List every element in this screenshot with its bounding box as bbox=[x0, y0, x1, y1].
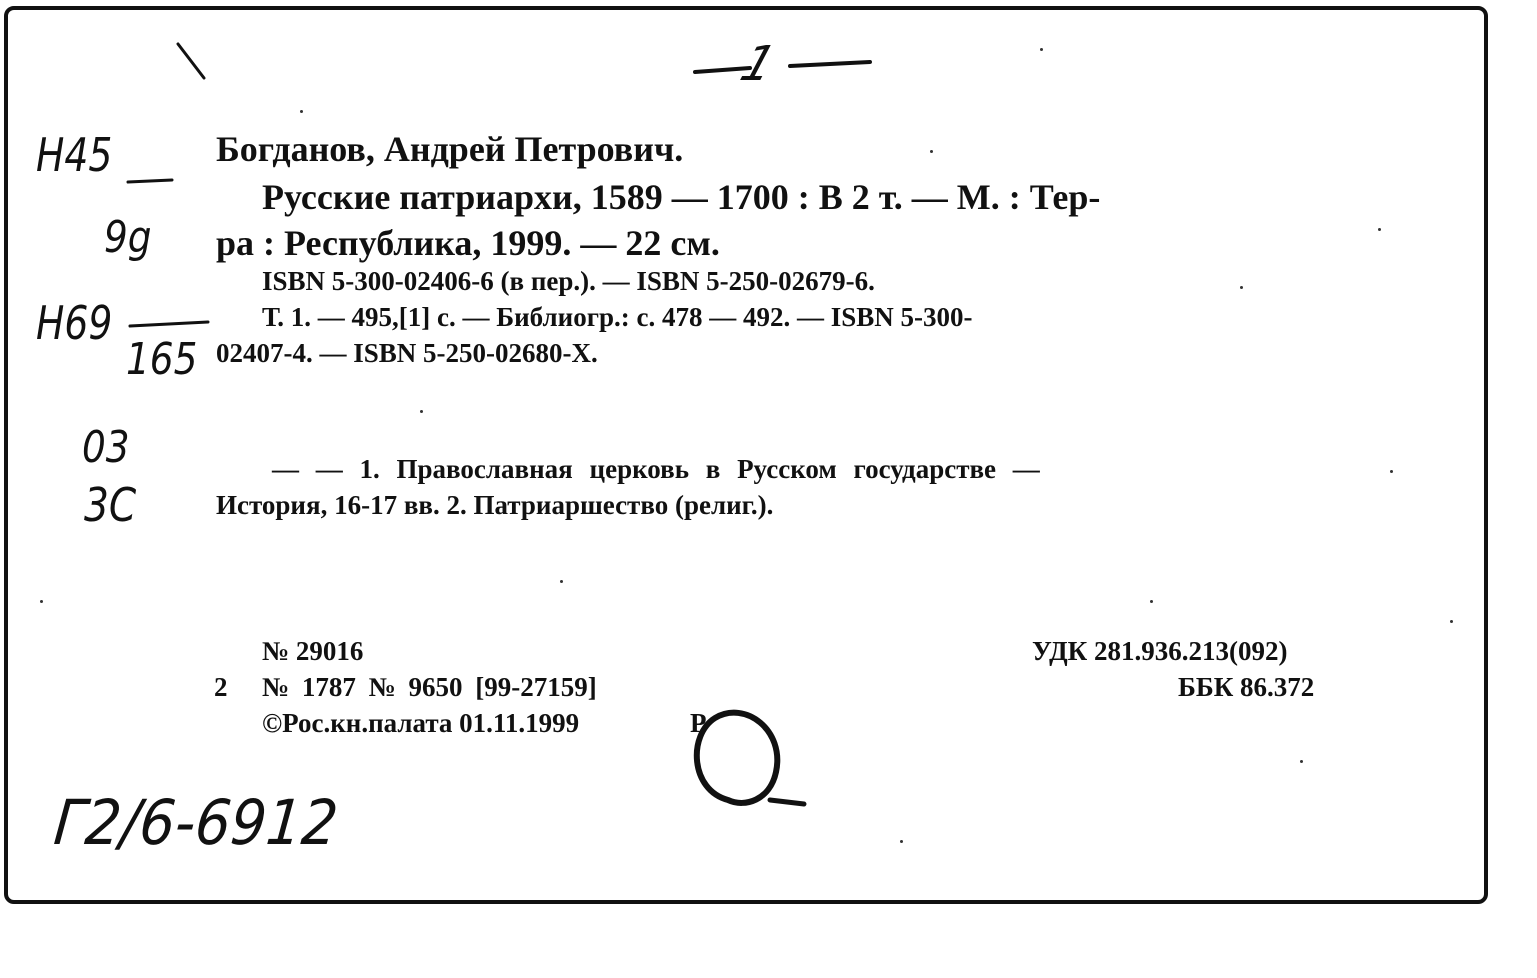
subjects-line-2: История, 16-17 вв. 2. Патриаршество (религ.). bbox=[216, 490, 774, 520]
handwritten-code-5: 03 bbox=[82, 422, 130, 473]
handwritten-code-4: 165 bbox=[126, 334, 198, 385]
handwritten-code-2: 9g bbox=[104, 212, 152, 263]
code1-underline bbox=[128, 180, 172, 182]
stamp-circle bbox=[697, 713, 777, 803]
title-line-2: ра : Республика, 1999. — 22 см. bbox=[216, 223, 720, 263]
subjects-line-1: — — 1. Православная церковь в Русском государстве — bbox=[272, 454, 1040, 484]
scan-speck bbox=[900, 840, 903, 843]
handwritten-code-6: 3С bbox=[84, 478, 137, 532]
handwritten-code-3: Н69 bbox=[36, 296, 113, 350]
scan-speck bbox=[1378, 228, 1381, 231]
scan-speck bbox=[1450, 620, 1453, 623]
handwritten-inventory-number: Г2/6-6912 bbox=[51, 786, 342, 859]
scan-speck bbox=[1300, 760, 1303, 763]
scan-speck bbox=[560, 580, 563, 583]
bbk-index: ББК 86.372 bbox=[1178, 672, 1315, 702]
isbn-line: ISBN 5-300-02406-6 (в пер.). — ISBN 5-250-02679-6. bbox=[262, 266, 875, 296]
scan-speck bbox=[420, 410, 423, 413]
scan-speck bbox=[930, 150, 933, 153]
page-number: 1 bbox=[733, 36, 783, 92]
udk-index: УДК 281.936.213(092) bbox=[1032, 636, 1288, 666]
page-number-right-dash bbox=[790, 62, 870, 66]
volume-line-1: Т. 1. — 495,[1] с. — Библиогр.: с. 478 — 492. — ISBN 5-300- bbox=[262, 302, 973, 332]
scan-speck bbox=[1240, 286, 1243, 289]
scan-speck bbox=[300, 110, 303, 113]
record-number: № 29016 bbox=[262, 636, 364, 666]
scan-speck bbox=[1040, 48, 1043, 51]
title-line-1: Русские патриархи, 1589 — 1700 : В 2 т. — М. : Тер- bbox=[262, 177, 1101, 217]
copies-count: 2 bbox=[214, 672, 228, 702]
registration-numbers: № 1787 № 9650 [99-27159] bbox=[262, 672, 597, 702]
scan-speck bbox=[1150, 600, 1153, 603]
corner-tick-mark bbox=[178, 44, 204, 78]
scan-speck bbox=[40, 600, 43, 603]
handwritten-code-1: Н45 bbox=[36, 128, 113, 182]
book-chamber-copyright: ©Рос.кн.палата 01.11.1999 bbox=[262, 708, 580, 738]
author-heading: Богданов, Андрей Петрович. bbox=[216, 129, 684, 169]
scan-speck bbox=[1390, 470, 1393, 473]
book-chamber-tail: Р bbox=[690, 708, 707, 738]
stamp-tail bbox=[770, 800, 804, 804]
code3-fraction-bar bbox=[130, 322, 208, 326]
volume-line-2: 02407-4. — ISBN 5-250-02680-X. bbox=[216, 338, 598, 368]
